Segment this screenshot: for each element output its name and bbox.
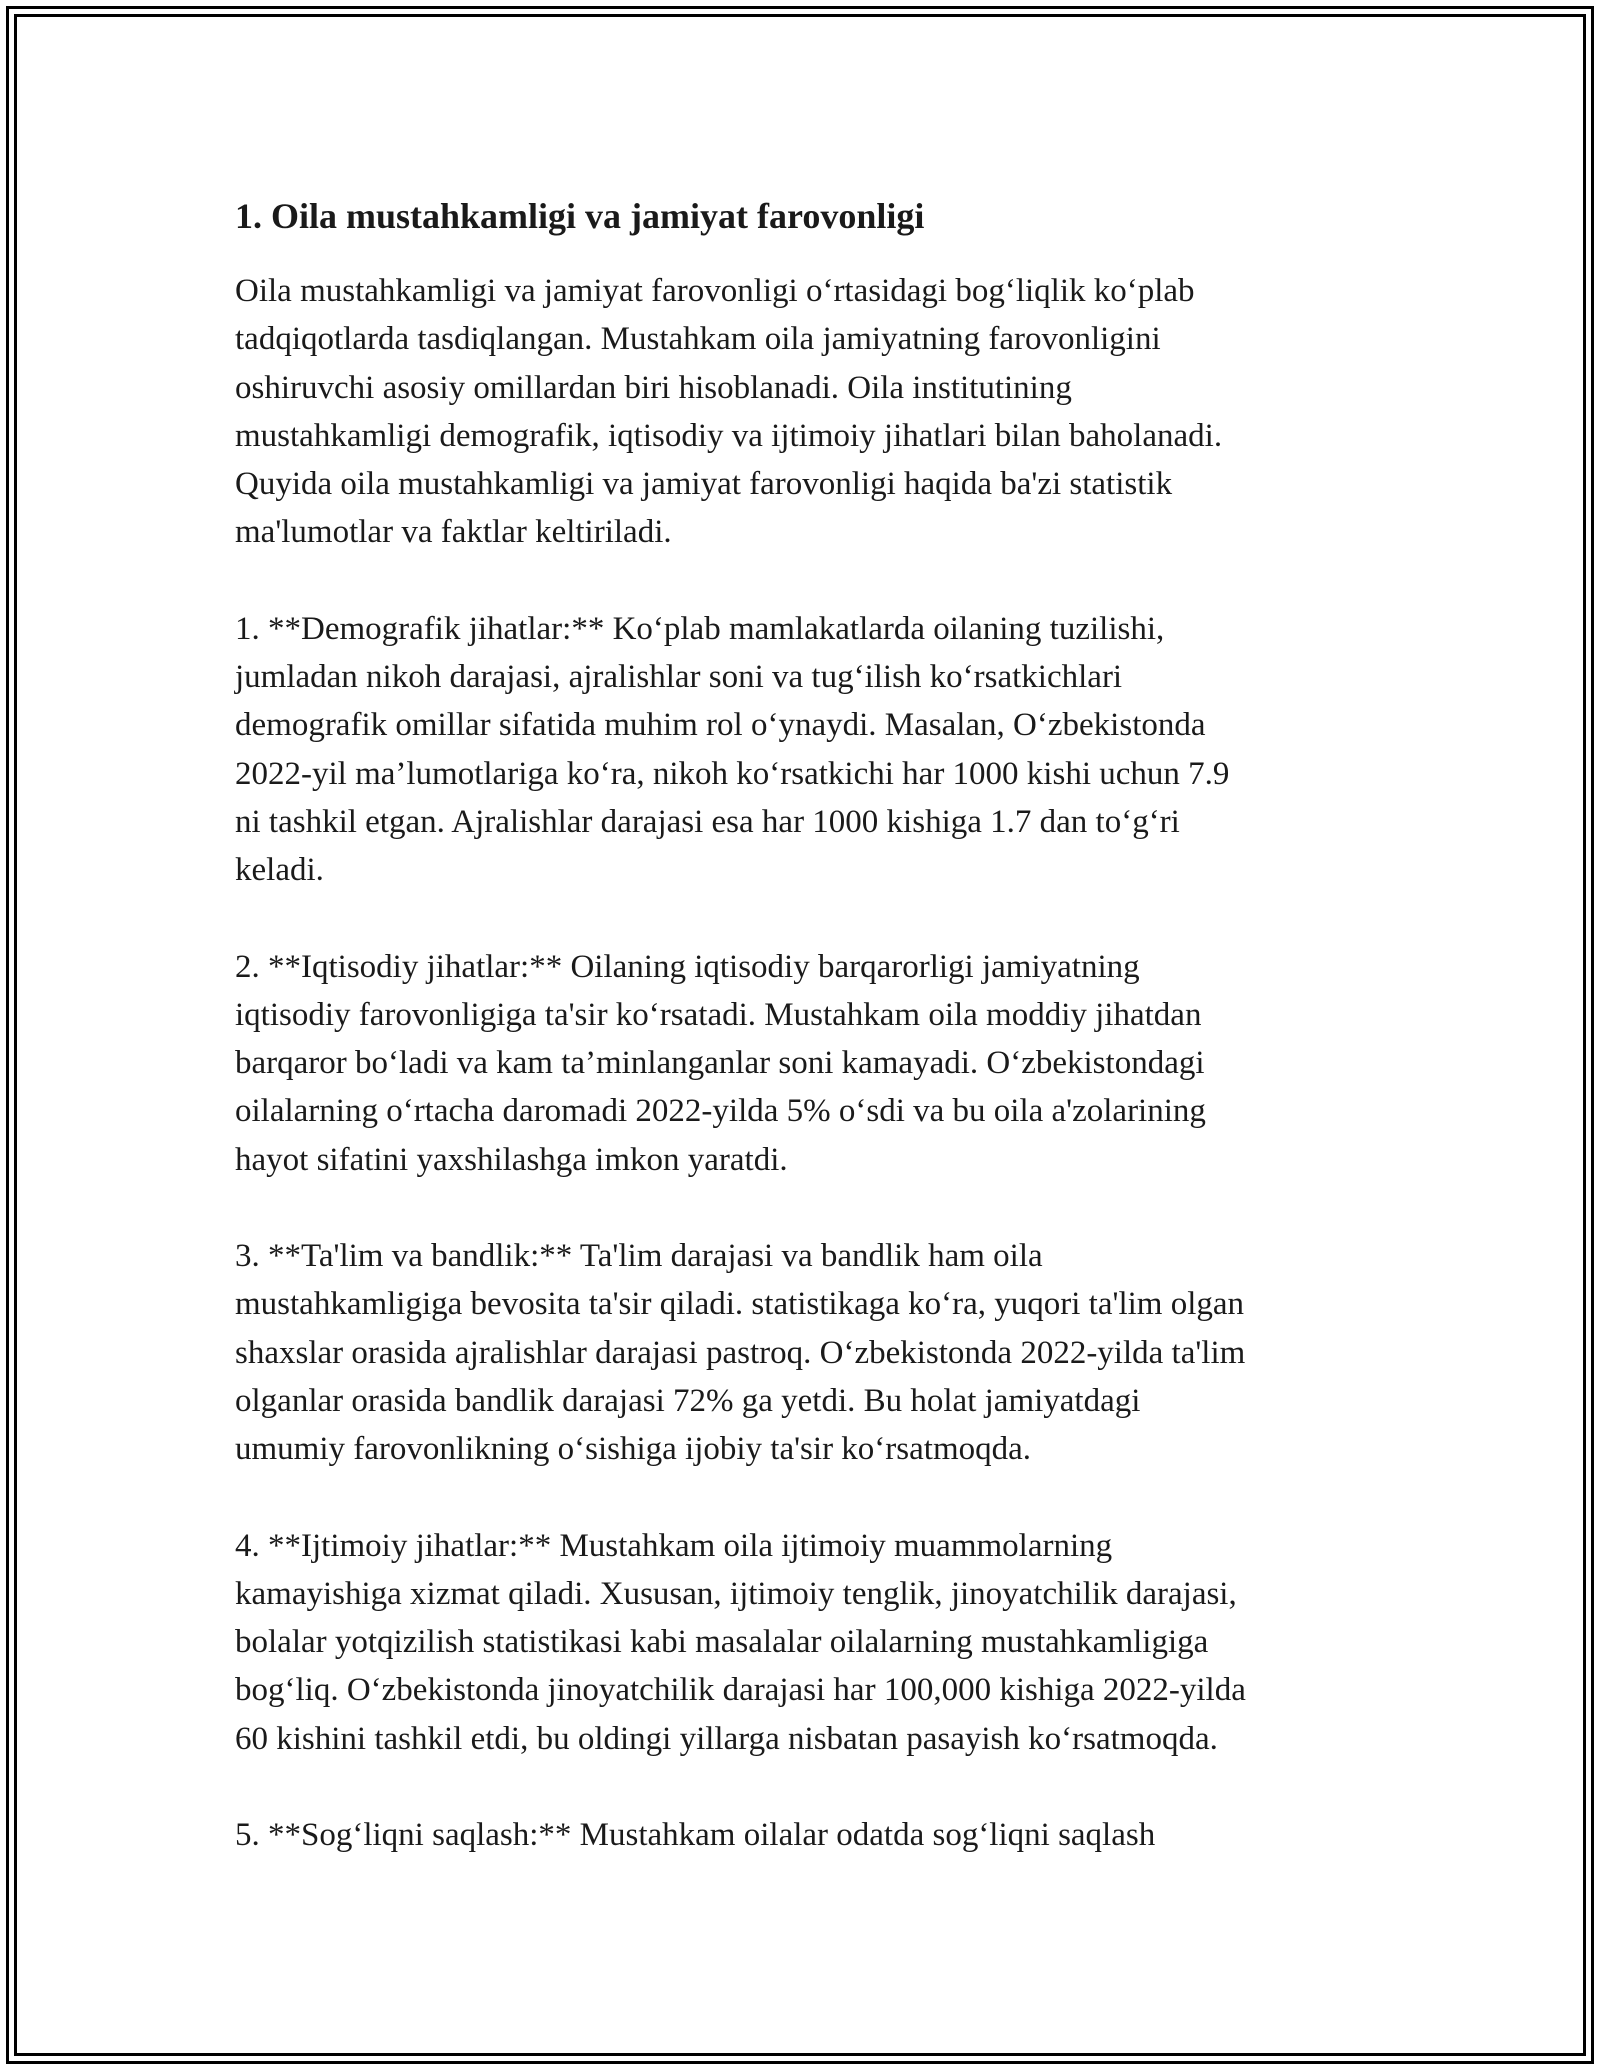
intro-paragraph: Oila mustahkamligi va jamiyat farovonligi o‘rtasidagi bog‘liqlik ko‘plab tadqiqotlarda tasdiqlangan. Mustahkam oila jamiyatning farovonligini oshiruvchi asosiy omillardan biri hisoblanadi. Oila institutining mustahkamligi demografik, iqtisodiy va ijtimoiy jihatlari bilan baholanadi. Quyida oila mustahkamligi va jamiyat farovonligi haqida ba'zi statistik ma'lumotlar va faktlar keltiriladi. xyxy=(235,273,1223,551)
paragraph-ijtimoiy: 4. **Ijtimoiy jihatlar:** Mustahkam oila ijtimoiy muammolarning kamayishiga xizmat qiladi. Xususan, ijtimoiy tenglik, jinoyatchilik darajasi, bolalar yotqizilish statistikasi kabi masalalar oilalarning mustahkamligiga bog‘liq. O‘zbekistonda jinoyatchilik darajasi har 100,000 kishiga 2022-yilda 60 kishini tashkil etdi, bu oldingi yillarga nisbatan pasayish ko‘rsatmoqda. xyxy=(235,1527,1246,1757)
document-body xyxy=(235,185,1375,1907)
paragraph-iqtisodiy: 2. **Iqtisodiy jihatlar:** Oilaning iqtisodiy barqarorligi jamiyatning iqtisodiy farovonligiga ta'sir ko‘rsatadi. Mustahkam oila moddiy jihatdan barqaror bo‘ladi va kam ta’minlanganlar soni kamayadi. O‘zbekistondagi oilalarning o‘rtacha daromadi 2022-yilda 5% o‘sdi va bu oila a'zolarining hayot sifatini yaxshilashga imkon yaratdi. xyxy=(235,948,1206,1178)
paragraph-demografik: 1. **Demografik jihatlar:** Ko‘plab mamlakatlarda oilaning tuzilishi, jumladan nikoh darajasi, ajralishlar soni va tug‘ilish ko‘rsatkichlari demografik omillar sifatida muhim rol o‘ynaydi. Masalan, O‘zbekistonda 2022-yil ma’lumotlariga ko‘ra, nikoh ko‘rsatkichi har 1000 kishi uchun 7.9 ni tashkil etgan. Ajralishlar darajasi esa har 1000 kishiga 1.7 dan to‘g‘ri keladi. xyxy=(235,610,1230,889)
document-title: 1. Oila mustahkamligi va jamiyat farovonligi xyxy=(235,196,925,236)
paragraph-talim-bandlik: 3. **Ta'lim va bandlik:** Ta'lim darajasi va bandlik ham oila mustahkamligiga bevosita ta'sir qiladi. statistikaga ko‘ra, yuqori ta'lim olgan shaxslar orasida ajralishlar darajasi pastroq. O‘zbekistonda 2022-yilda ta'lim olganlar orasida bandlik darajasi 72% ga yetdi. Bu holat jamiyatdagi umumiy farovonlikning o‘sishiga ijobiy ta'sir ko‘rsatmoqda. xyxy=(235,1238,1246,1468)
paragraph-sogliqni-saqlash: 5. **Sog‘liqni saqlash:** Mustahkam oilalar odatda sog‘liqni saqlash xyxy=(235,1817,1156,1854)
